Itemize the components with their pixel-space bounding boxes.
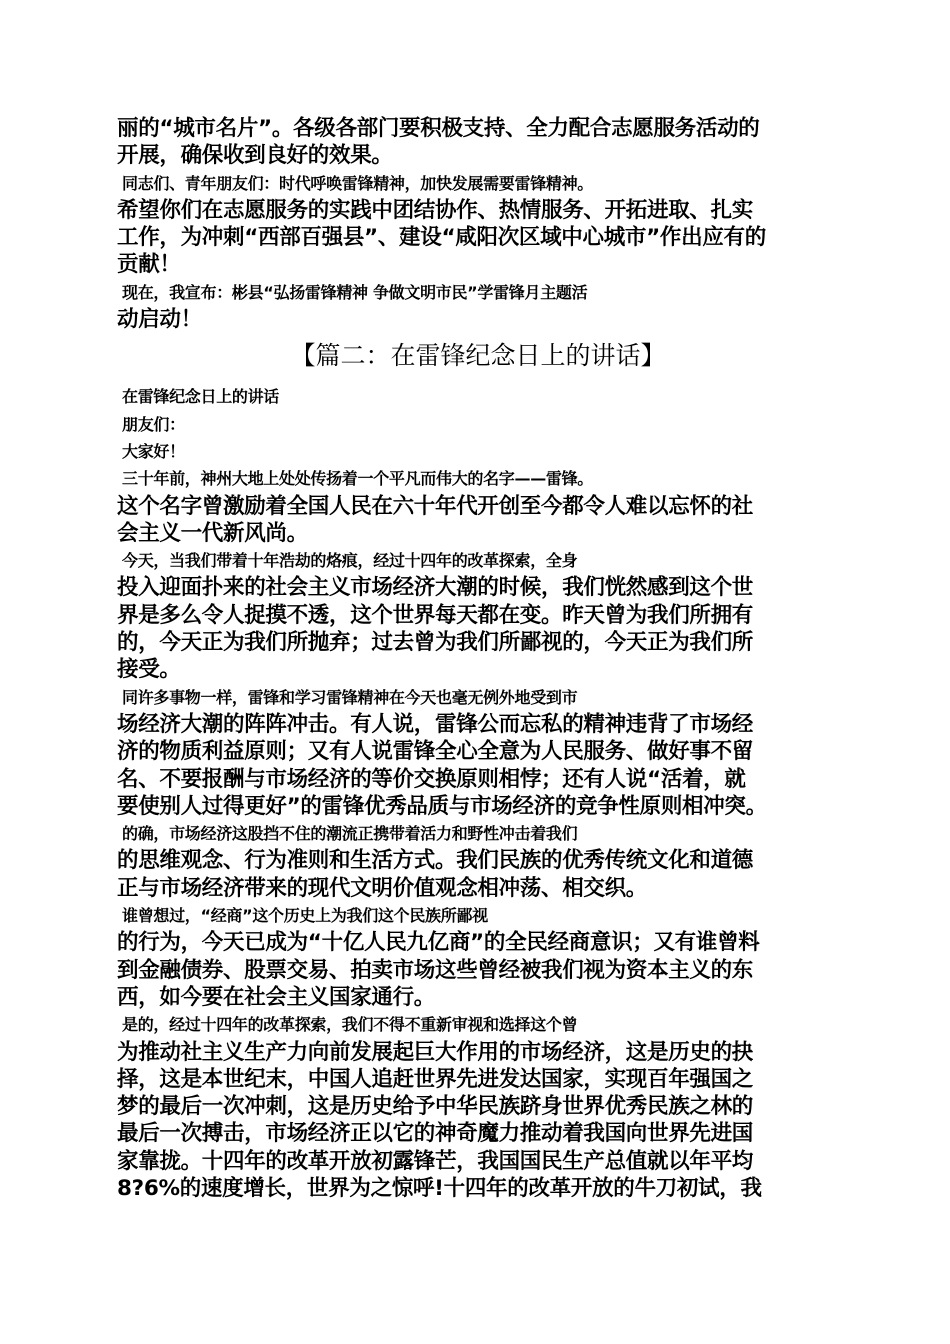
text-line: 西，如今要在社会主义国家通行。 (117, 984, 436, 1010)
preceding-speech-ending (117, 115, 839, 333)
text-line: 希望你们在志愿服务的实践中团结协作、热情服务、开拓进取、扎实 (117, 197, 754, 223)
document-page (117, 115, 839, 1202)
text-line: 场经济大潮的阵阵冲击。有人说，雷锋公而忘私的精神违背了市场经 (117, 711, 754, 737)
text-line: 是的，经过十四年的改革探索，我们不得不重新审视和选择这个曾 (122, 1015, 578, 1035)
text-line: 济的物质利益原则；又有人说雷锋全心全意为人民服务、做好事不留 (117, 739, 754, 765)
text-line: 谁曾想过，“经商”这个历史上为我们这个民族所鄙视 (122, 906, 488, 926)
text-line: 三十年前，神州大地上处处传扬着一个平凡而伟大的名字——雷锋。 (122, 469, 594, 489)
text-line: 家靠拢。十四年的改革开放初露锋芒，我国国民生产总值就以年平均 (117, 1148, 754, 1174)
text-line: 投入迎面扑来的社会主义市场经济大潮的时候，我们恍然感到这个世 (117, 575, 754, 601)
text-line: 的确，市场经济这股挡不住的潮流正携带着活力和野性冲击着我们 (122, 824, 578, 844)
text-line: 为推动社主义生产力向前发展起巨大作用的市场经济，这是历史的抉 (117, 1039, 754, 1065)
text-line: 的思维观念、行为准则和生活方式。我们民族的优秀传统文化和道德 (117, 848, 754, 874)
text-line: 到金融债券、股票交易、拍卖市场这些曾经被我们视为资本主义的东 (117, 957, 754, 983)
text-line: 开展，确保收到良好的效果。 (117, 143, 393, 169)
text-line: 在雷锋纪念日上的讲话 (122, 387, 280, 407)
text-line: 工作，为冲刺“西部百强县”、建设“咸阳次区域中心城市”作出应有的 (117, 225, 766, 251)
text-line: 丽的“城市名片”。各级各部门要积极支持、全力配合志愿服务活动的 (117, 116, 760, 141)
text-line: 朋友们： (122, 414, 185, 434)
speech-body (117, 383, 839, 1202)
text-line: 8?6%的速度增长，世界为之惊呼!十四年的改革开放的牛刀初试，我 (117, 1175, 762, 1201)
text-line: 的，今天正为我们所抛弃；过去曾为我们所鄙视的，今天正为我们所 (117, 630, 754, 656)
text-line: 界是多么令人捉摸不透，这个世界每天都在变。昨天曾为我们所拥有 (117, 602, 754, 628)
text-line: 的行为，今天已成为“十亿人民九亿商”的全民经商意识；又有谁曾料 (117, 930, 760, 956)
text-line: 贡献！ (117, 252, 181, 278)
text-line: 正与市场经济带来的现代文明价值观念相冲荡、相交织。 (117, 875, 648, 901)
text-line: 这个名字曾激励着全国人民在六十年代开创至今都令人难以忘怀的社 (117, 493, 754, 519)
text-line: 动启动！ (117, 307, 202, 333)
text-line: 择，这是本世纪末，中国人追赶世界先进发达国家，实现百年强国之 (117, 1066, 754, 1092)
section-heading: 【篇二：在雷锋纪念日上的讲话】 (290, 341, 666, 371)
text-line: 同志们、青年朋友们：时代呼唤雷锋精神，加快发展需要雷锋精神。 (122, 173, 594, 193)
text-line: 梦的最后一次冲刺，这是历史给予中华民族跻身世界优秀民族之林的 (117, 1094, 754, 1120)
text-line: 同许多事物一样，雷锋和学习雷锋精神在今天也毫无例外地受到市 (122, 687, 578, 707)
text-line: 现在，我宣布：彬县“弘扬雷锋精神 争做文明市民”学雷锋月主题活 (122, 282, 588, 302)
text-line: 接受。 (117, 657, 181, 683)
text-line: 要使别人过得更好”的雷锋优秀品质与市场经济的竞争性原则相冲突。 (117, 793, 767, 819)
text-line: 会主义一代新风尚。 (117, 520, 308, 546)
text-line: 大家好！ (122, 441, 185, 461)
text-line: 名、不要报酬与市场经济的等价交换原则相悖；还有人说“活着，就 (117, 766, 746, 792)
text-line: 最后一次搏击，市场经济正以它的神奇魔力推动着我国向世界先进国 (117, 1121, 754, 1147)
text-line: 今天，当我们带着十年浩劫的烙痕，经过十四年的改革探索，全身 (122, 551, 578, 571)
